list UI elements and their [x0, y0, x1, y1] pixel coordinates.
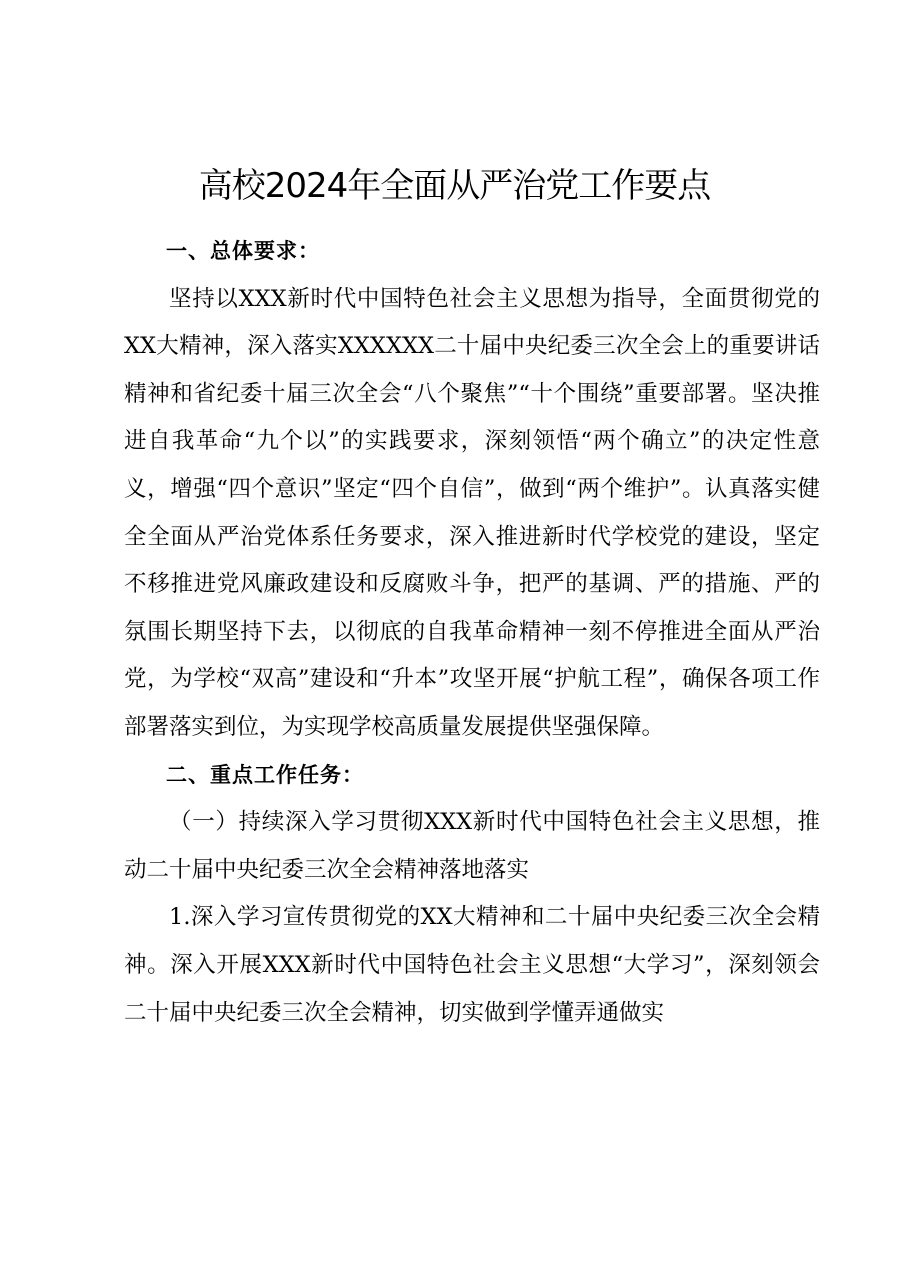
document-body — [124, 228, 820, 1037]
document-title: 高校2024年全面从严治党工作要点 — [198, 166, 711, 206]
general-requirements-paragraph: 坚持以XXX新时代中国特色社会主义思想为指导，全面贯彻党的XX大精神，深入落实XXXXXX二十届中央纪委三次全会上的重要讲话精神和省纪委十届三次全会“八个聚焦”“十个围绕”重要部署。坚决推进自我革命“九个以”的实践要求，深刻领悟“两个确立”的决定性意义，增强“四个意识”坚定“四个自信”，做到“两个维护”。认真落实健全全面从严治党体系任务要求，深入推进新时代学校党的建设，坚定不移推进党风廉政建设和反腐败斗争，把严的基调、严的措施、严的氛围长期坚持下去，以彻底的自我革命精神一刻不停推进全面从严治党，为学校“双高”建设和“升本”攻坚开展“护航工程”，确保各项工作部署落实到位，为实现学校高质量发展提供坚强保障。 — [124, 285, 820, 740]
section-heading-key-tasks: 二、重点工作任务： — [166, 762, 364, 787]
item-1-paragraph: 1.深入学习宣传贯彻党的XX大精神和二十届中央纪委三次全会精神。深入开展XXX新时代中国特色社会主义思想“大学习”，深刻领会二十届中央纪委三次全会精神，切实做到学懂弄通做实 — [124, 904, 820, 1026]
subsection-heading-1: （一）持续深入学习贯彻XXX新时代中国特色社会主义思想，推动二十届中央纪委三次全会精神落地落实 — [124, 809, 820, 883]
section-heading-general-requirements: 一、总体要求： — [166, 239, 320, 263]
